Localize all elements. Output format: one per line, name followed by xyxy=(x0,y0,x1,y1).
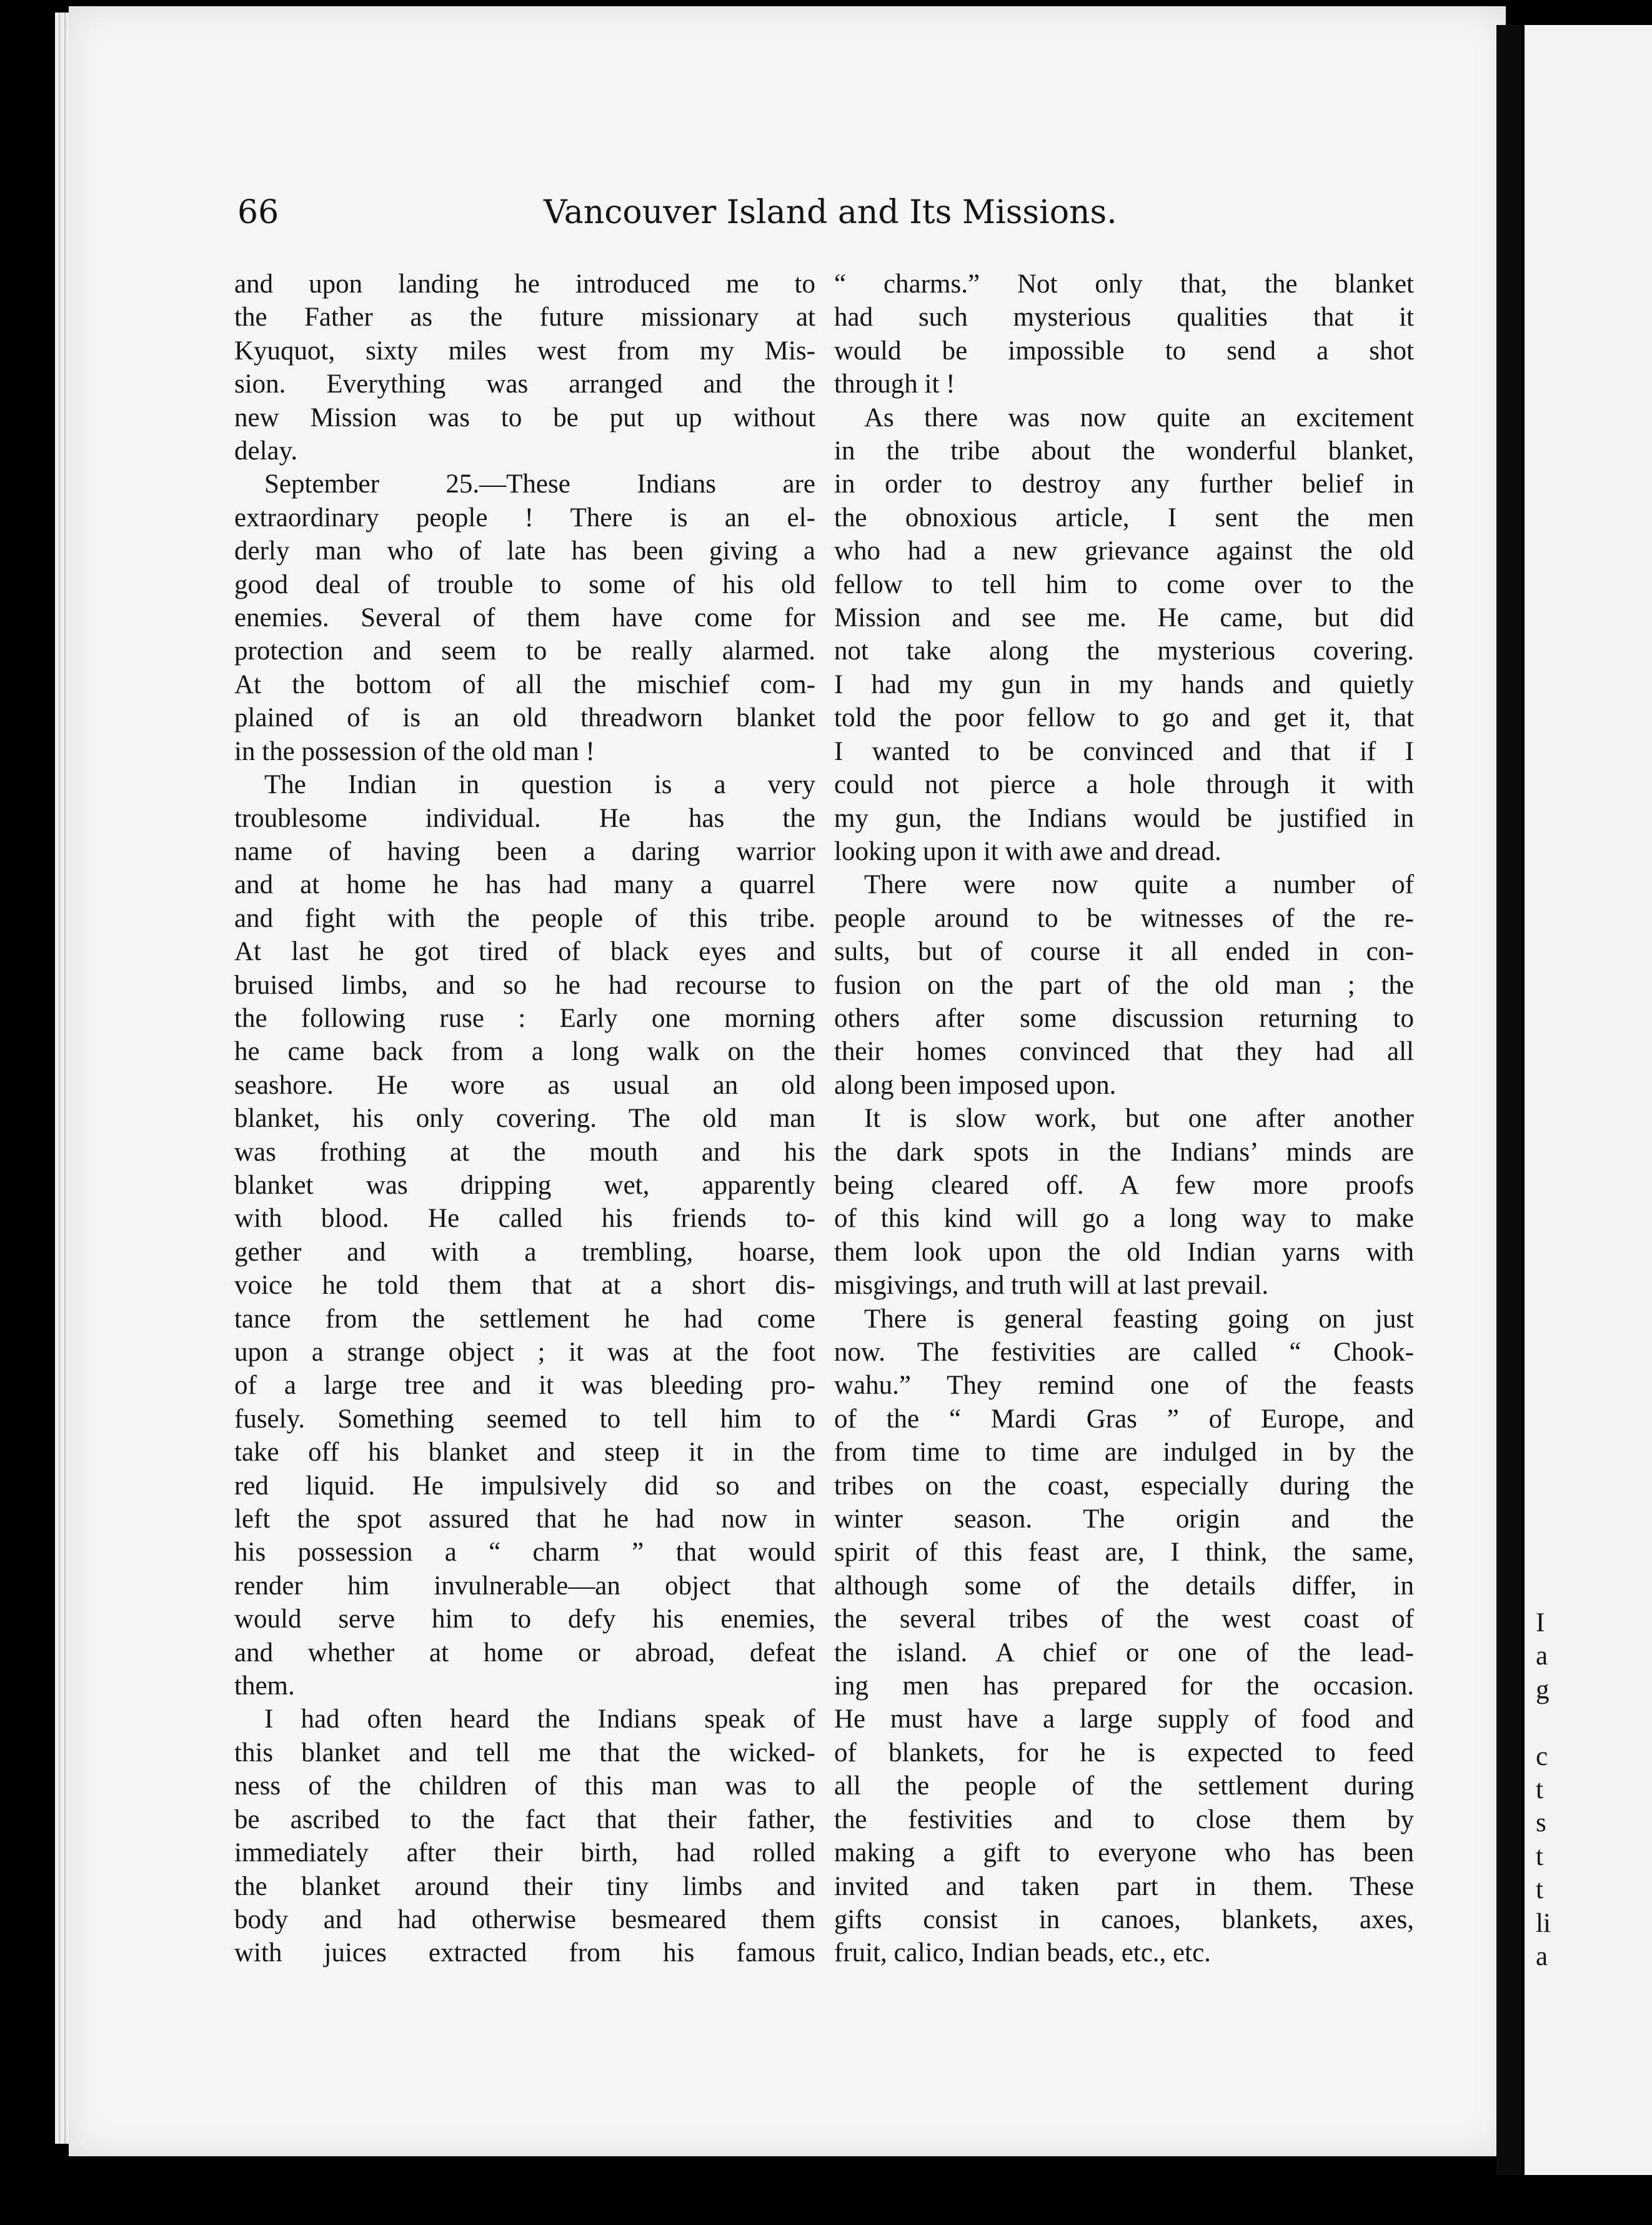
text-line: left the spot assured that he had now in xyxy=(234,1504,815,1534)
text-line: At last he got tired of black eyes and xyxy=(234,937,815,967)
text-line: gifts consist in canoes, blankets, axes, xyxy=(834,1904,1414,1934)
left-text-column xyxy=(234,268,815,1970)
text-line: all the people of the settlement during xyxy=(834,1771,1414,1801)
text-line: of a large tree and it was bleeding pro- xyxy=(234,1371,815,1401)
text-line: plained of is an old threadworn blanket xyxy=(234,703,815,733)
text-line: in the possession of the old man ! xyxy=(234,736,595,766)
text-line: told the poor fellow to go and get it, that xyxy=(834,703,1414,733)
text-line: September 25.—These Indians are xyxy=(264,469,815,499)
text-line: them look upon the old Indian yarns with xyxy=(834,1237,1414,1267)
text-line: body and had otherwise besmeared them xyxy=(234,1904,815,1934)
text-line: name of having been a daring warrior xyxy=(234,836,815,866)
text-line: their homes convinced that they had all xyxy=(834,1037,1414,1067)
text-line: wahu.” They remind one of the feasts xyxy=(834,1371,1414,1401)
text-line: people around to be witnesses of the re- xyxy=(834,903,1414,933)
text-line: derly man who of late has been giving a xyxy=(234,536,815,566)
text-line: the dark spots in the Indians’ minds are xyxy=(834,1137,1414,1167)
running-title: Vancouver Island and Its Missions. xyxy=(544,194,1117,231)
text-line: the blanket around their tiny limbs and xyxy=(234,1871,815,1901)
text-line: It is slow work, but one after another xyxy=(864,1104,1414,1134)
text-line: render him invulnerable—an object that xyxy=(234,1571,815,1601)
facing-page xyxy=(1525,25,1652,2175)
facing-page-letter xyxy=(1536,1706,1551,1739)
text-line: He must have a large supply of food and xyxy=(834,1704,1414,1734)
text-line: others after some discussion returning to xyxy=(834,1003,1414,1033)
text-line: ing men has prepared for the occasion. xyxy=(834,1671,1414,1701)
text-line: them. xyxy=(234,1671,295,1701)
text-line: and whether at home or abroad, defeat xyxy=(234,1638,815,1668)
text-line: with blood. He called his friends to- xyxy=(234,1204,815,1234)
page-header xyxy=(237,188,1117,244)
text-line: and fight with the people of this tribe. xyxy=(234,903,815,933)
text-line: sults, but of course it all ended in con- xyxy=(834,937,1414,967)
text-line: would serve him to defy his enemies, xyxy=(234,1604,815,1634)
facing-page-letter: t xyxy=(1536,1775,1543,1805)
text-line: new Mission was to be put up without xyxy=(234,402,815,432)
text-line: the several tribes of the west coast of xyxy=(834,1604,1414,1634)
page-number: 66 xyxy=(237,194,279,231)
text-line: making a gift to everyone who has been xyxy=(834,1838,1414,1868)
text-line: voice he told them that at a short dis- xyxy=(234,1271,815,1301)
text-line: who had a new grievance against the old xyxy=(834,536,1414,566)
text-line: was frothing at the mouth and his xyxy=(234,1137,815,1167)
text-line: misgivings, and truth will at last prevail. xyxy=(834,1271,1269,1301)
text-line: from time to time are indulged in by the xyxy=(834,1438,1414,1468)
text-line: invited and taken part in them. These xyxy=(834,1871,1414,1901)
text-line: and upon landing he introduced me to xyxy=(234,269,815,299)
text-line: along been imposed upon. xyxy=(834,1070,1117,1100)
text-line: gether and with a trembling, hoarse, xyxy=(234,1237,815,1267)
text-line: There is general feasting going on just xyxy=(864,1304,1414,1334)
text-line: his possession a “ charm ” that would xyxy=(234,1538,815,1568)
facing-page-letter: s xyxy=(1536,1808,1546,1838)
text-line: had such mysterious qualities that it xyxy=(834,302,1414,332)
facing-page-letter: I xyxy=(1536,1608,1545,1638)
text-line: delay. xyxy=(234,436,298,466)
text-line: my gun, the Indians would be justified in xyxy=(834,803,1414,833)
text-line: I had my gun in my hands and quietly xyxy=(834,669,1414,699)
text-line: upon a strange object ; it was at the foot xyxy=(234,1338,815,1367)
text-line: The Indian in question is a very xyxy=(264,770,815,800)
text-line: the obnoxious article, I sent the men xyxy=(834,502,1414,532)
facing-page-letter: li xyxy=(1536,1908,1551,1938)
text-line: would be impossible to send a shot xyxy=(834,336,1414,366)
text-line: red liquid. He impulsively did so and xyxy=(234,1471,815,1501)
text-line: the Father as the future missionary at xyxy=(234,302,815,332)
text-line: At the bottom of all the mischief com- xyxy=(234,669,815,699)
text-line: “ charms.” Not only that, the blanket xyxy=(834,269,1414,299)
text-line: tribes on the coast, especially during the xyxy=(834,1471,1414,1501)
facing-page-letter: t xyxy=(1536,1875,1543,1905)
text-line: As there was now quite an excitement xyxy=(864,402,1414,432)
text-line: enemies. Several of them have come for xyxy=(234,603,815,633)
text-line: although some of the details differ, in xyxy=(834,1571,1414,1601)
text-line: blanket was dripping wet, apparently xyxy=(234,1170,815,1200)
text-line: take off his blanket and steep it in the xyxy=(234,1438,815,1468)
text-line: the festivities and to close them by xyxy=(834,1804,1414,1834)
text-line: Mission and see me. He came, but did xyxy=(834,603,1414,633)
text-line: fruit, calico, Indian beads, etc., etc. xyxy=(834,1938,1211,1968)
text-line: Kyuquot, sixty miles west from my Mis- xyxy=(234,336,815,366)
text-line: I had often heard the Indians speak of xyxy=(264,1704,815,1734)
text-line: the following ruse : Early one morning xyxy=(234,1003,815,1033)
text-line: tance from the settlement he had come xyxy=(234,1304,815,1334)
text-line: sion. Everything was arranged and the xyxy=(234,369,815,399)
text-line: I wanted to be convinced and that if I xyxy=(834,736,1414,766)
text-line: of blankets, for he is expected to feed xyxy=(834,1738,1414,1768)
text-line: of this kind will go a long way to make xyxy=(834,1204,1414,1234)
text-line: this blanket and tell me that the wicked- xyxy=(234,1738,815,1768)
text-line: blanket, his only covering. The old man xyxy=(234,1104,815,1134)
facing-page-letter: a xyxy=(1536,1942,1548,1972)
book-gutter xyxy=(1496,25,1521,2175)
text-line: now. The festivities are called “ Chook- xyxy=(834,1338,1414,1367)
right-text-column xyxy=(834,268,1414,1970)
text-line: of the “ Mardi Gras ” of Europe, and xyxy=(834,1404,1414,1434)
text-line: good deal of trouble to some of his old xyxy=(234,569,815,599)
text-line: with juices extracted from his famous xyxy=(234,1938,815,1968)
facing-page-text-fragment xyxy=(1536,1606,1551,1973)
text-line: seashore. He wore as usual an old xyxy=(234,1070,815,1100)
text-line: in order to destroy any further belief in xyxy=(834,469,1414,499)
text-line: he came back from a long walk on the xyxy=(234,1037,815,1067)
text-line: in the tribe about the wonderful blanket, xyxy=(834,436,1414,466)
text-line: fellow to tell him to come over to the xyxy=(834,569,1414,599)
text-line: could not pierce a hole through it with xyxy=(834,770,1414,800)
facing-page-letter: t xyxy=(1536,1841,1543,1871)
text-line: winter season. The origin and the xyxy=(834,1504,1414,1534)
text-line: ness of the children of this man was to xyxy=(234,1771,815,1801)
facing-page-letter: g xyxy=(1536,1674,1550,1704)
text-line: being cleared off. A few more proofs xyxy=(834,1170,1414,1200)
text-line: looking upon it with awe and dread. xyxy=(834,836,1222,866)
text-line: be ascribed to the fact that their father, xyxy=(234,1804,815,1834)
text-line: through it ! xyxy=(834,369,955,399)
text-line: spirit of this feast are, I think, the same, xyxy=(834,1538,1414,1568)
text-line: fusion on the part of the old man ; the xyxy=(834,970,1414,1000)
text-line: protection and seem to be really alarmed. xyxy=(234,636,815,666)
text-line: extraordinary people ! There is an el- xyxy=(234,502,815,532)
text-line: There were now quite a number of xyxy=(864,870,1414,900)
facing-page-letter: a xyxy=(1536,1641,1548,1671)
text-line: fusely. Something seemed to tell him to xyxy=(234,1404,815,1434)
text-line: bruised limbs, and so he had recourse to xyxy=(234,970,815,1000)
text-line: the island. A chief or one of the lead- xyxy=(834,1638,1414,1668)
text-line: and at home he has had many a quarrel xyxy=(234,870,815,900)
text-line: troublesome individual. He has the xyxy=(234,803,815,833)
text-line: not take along the mysterious covering. xyxy=(834,636,1414,666)
text-line: immediately after their birth, had rolled xyxy=(234,1838,815,1868)
facing-page-letter: c xyxy=(1536,1741,1548,1771)
